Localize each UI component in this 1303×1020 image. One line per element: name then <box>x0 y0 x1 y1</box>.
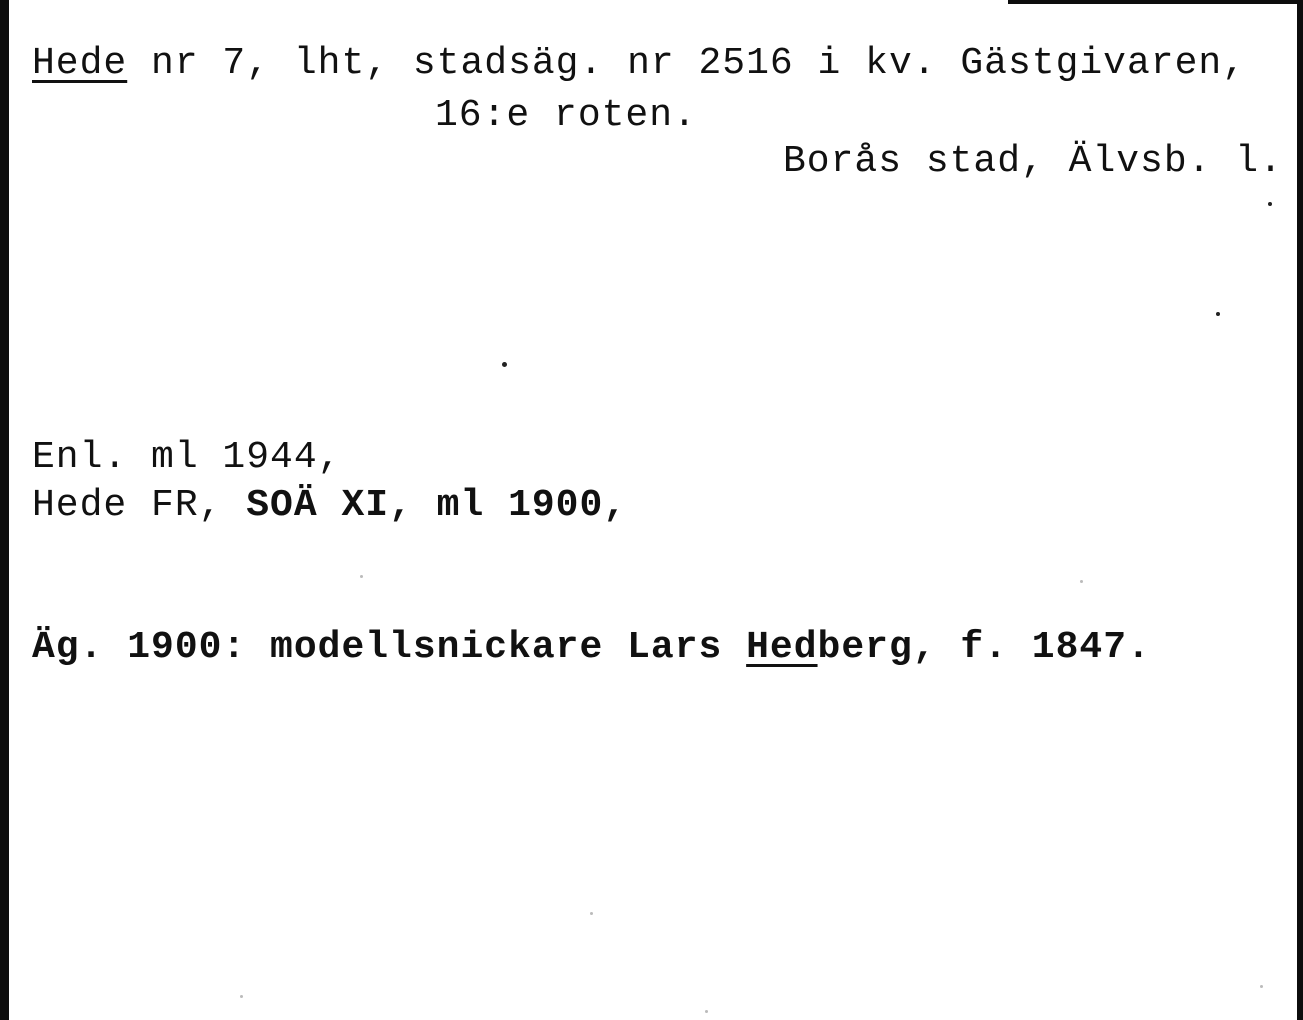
card-top-edge <box>1008 0 1303 4</box>
owner-prefix: Äg. 1900: modellsnickare Lars <box>32 626 747 669</box>
owner-line <box>32 626 1151 670</box>
scan-speck <box>705 1010 708 1013</box>
owner-surname-underlined: Hed <box>746 626 818 669</box>
source-line-2-bold: SOÄ XI, ml 1900, <box>246 484 628 527</box>
scan-speck <box>1216 312 1220 316</box>
scan-speck <box>502 362 507 367</box>
scan-speck <box>360 575 363 578</box>
owner-surname-rest: berg <box>817 626 913 669</box>
property-name: Hede <box>32 42 128 85</box>
scan-speck <box>590 912 593 915</box>
owner-suffix: , f. 1847. <box>912 626 1151 669</box>
property-description: nr 7, lht, stadsäg. nr 2516 i kv. Gästgivaren, <box>127 42 1246 85</box>
card-left-edge <box>0 0 9 1020</box>
source-line-1: Enl. ml 1944, <box>32 436 342 479</box>
header-property-line <box>32 42 1246 86</box>
card-right-edge <box>1297 0 1303 1020</box>
source-line-2-prefix: Hede FR, <box>32 484 247 527</box>
header-location-line: Borås stad, Älvsb. l. <box>783 140 1283 183</box>
source-line-2 <box>32 484 627 528</box>
scan-speck <box>1260 985 1263 988</box>
header-roten-line: 16:e roten. <box>435 94 697 137</box>
scan-speck <box>240 995 243 998</box>
scan-speck <box>1080 580 1083 583</box>
scan-speck <box>1268 202 1272 206</box>
